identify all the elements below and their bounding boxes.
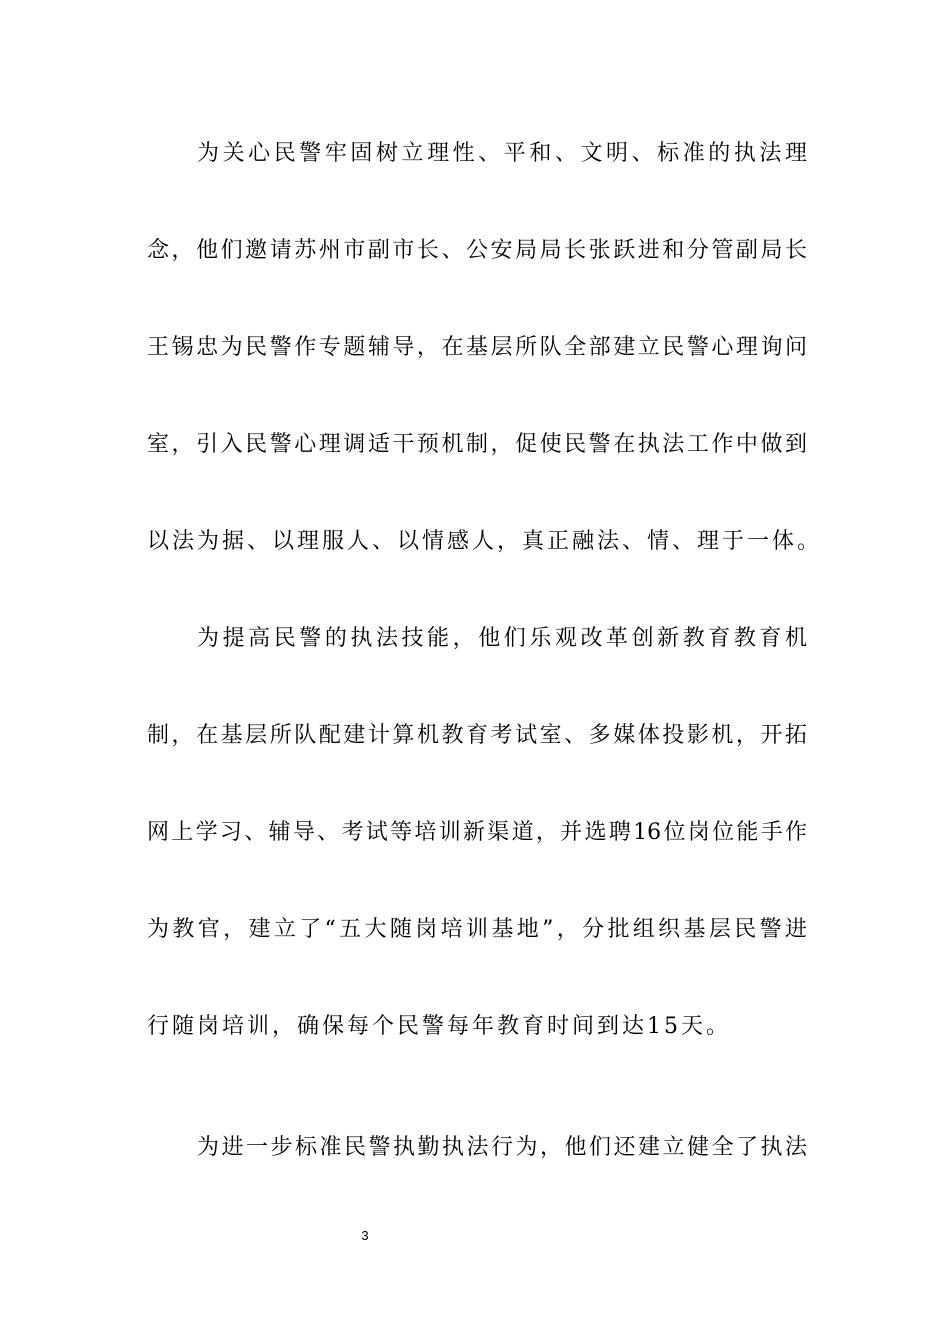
paragraph-3-line-1: 为进一步标准民警执勤执法行为，他们还建立健全了执法	[197, 1135, 807, 1160]
page-number: 3	[361, 1228, 369, 1243]
paragraph-1-line-2: 念，他们邀请苏州市副市长、公安局局长张跃进和分管副局长	[147, 238, 807, 263]
paragraph-1-line-5: 以法为据、以理服人、以情感人，真正融法、情、理于一体。	[147, 529, 823, 554]
paragraph-1-line-1: 为关心民警牢固树立理性、平和、文明、标准的执法理	[197, 141, 807, 166]
paragraph-1-line-3: 王锡忠为民警作专题辅导，在基层所队全部建立民警心理询问	[147, 335, 807, 360]
paragraph-2-line-4: 为教官，建立了“五大随岗培训基地”，分批组织基层民警进	[147, 917, 807, 942]
paragraph-2-line-3: 网上学习、辅导、考试等培训新渠道，并选聘16位岗位能手作	[147, 820, 807, 845]
paragraph-2-line-5: 行随岗培训，确保每个民警每年教育时间到达15天。	[147, 1014, 731, 1039]
paragraph-2-line-2: 制，在基层所队配建计算机教育考试室、多媒体投影机，开拓	[147, 723, 807, 748]
paragraph-2-line-1: 为提高民警的执法技能，他们乐观改革创新教育教育机	[197, 626, 807, 651]
paragraph-1-line-4: 室，引入民警心理调适干预机制，促使民警在执法工作中做到	[147, 432, 807, 457]
